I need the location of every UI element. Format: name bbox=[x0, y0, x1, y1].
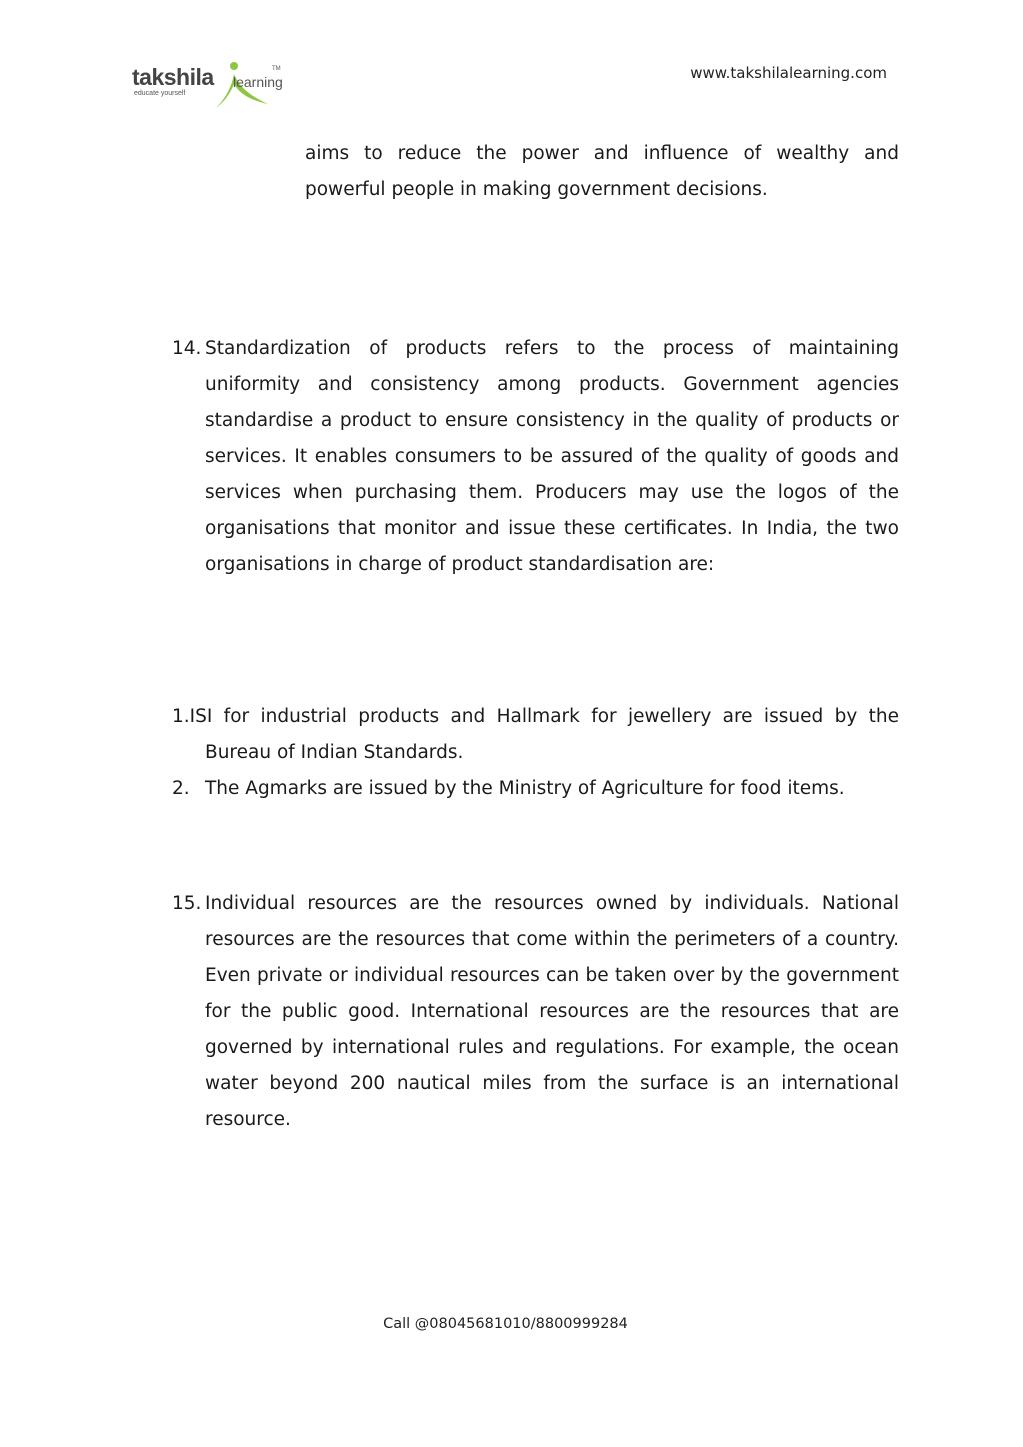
website-url: www.takshilalearning.com bbox=[690, 64, 887, 82]
footer-contact: Call @08045681010/8800999284 bbox=[383, 1316, 628, 1332]
question-15-answer: Individual resources are the resources owned by individuals. National resources are the resources that come within the perimeters of a country. Even private or individual resources can be taken over by the government for the public good. International resources are the resources that are governed by international rules and regulations. For example, the ocean water beyond 200 nautical miles from the surface is an international resource. bbox=[205, 893, 899, 1130]
list-item-1-text: 1.ISI for industrial products and Hallmark for jewellery are issued by the Bureau of Indian Standards. bbox=[172, 706, 899, 763]
takshila-logo bbox=[130, 56, 290, 112]
continuation-paragraph: aims to reduce the power and influence of wealthy and powerful people in making government decisions. bbox=[305, 143, 899, 200]
logo-wordmark: takshila bbox=[132, 64, 214, 90]
list-item-2-text: The Agmarks are issued by the Ministry of Agriculture for food items. bbox=[205, 778, 845, 799]
question-14-number: 14. bbox=[172, 338, 202, 359]
list-item-2-number: 2. bbox=[172, 778, 190, 799]
question-14-answer: Standardization of products refers to the process of maintaining uniformity and consistency among products. Government agencies standardise a product to ensure consistency in the quality of products or services. It enables consumers to be assured of the quality of goods and services when purchasing them. Producers may use the logos of the organisations that monitor and issue these certificates. In India, the two organisations in charge of product standardisation are: bbox=[205, 338, 899, 575]
question-15-number: 15. bbox=[172, 893, 202, 914]
logo-tagline: educate yourself bbox=[134, 90, 186, 97]
logo-learning-text: learning bbox=[233, 74, 283, 90]
trademark-symbol: TM bbox=[272, 66, 281, 72]
